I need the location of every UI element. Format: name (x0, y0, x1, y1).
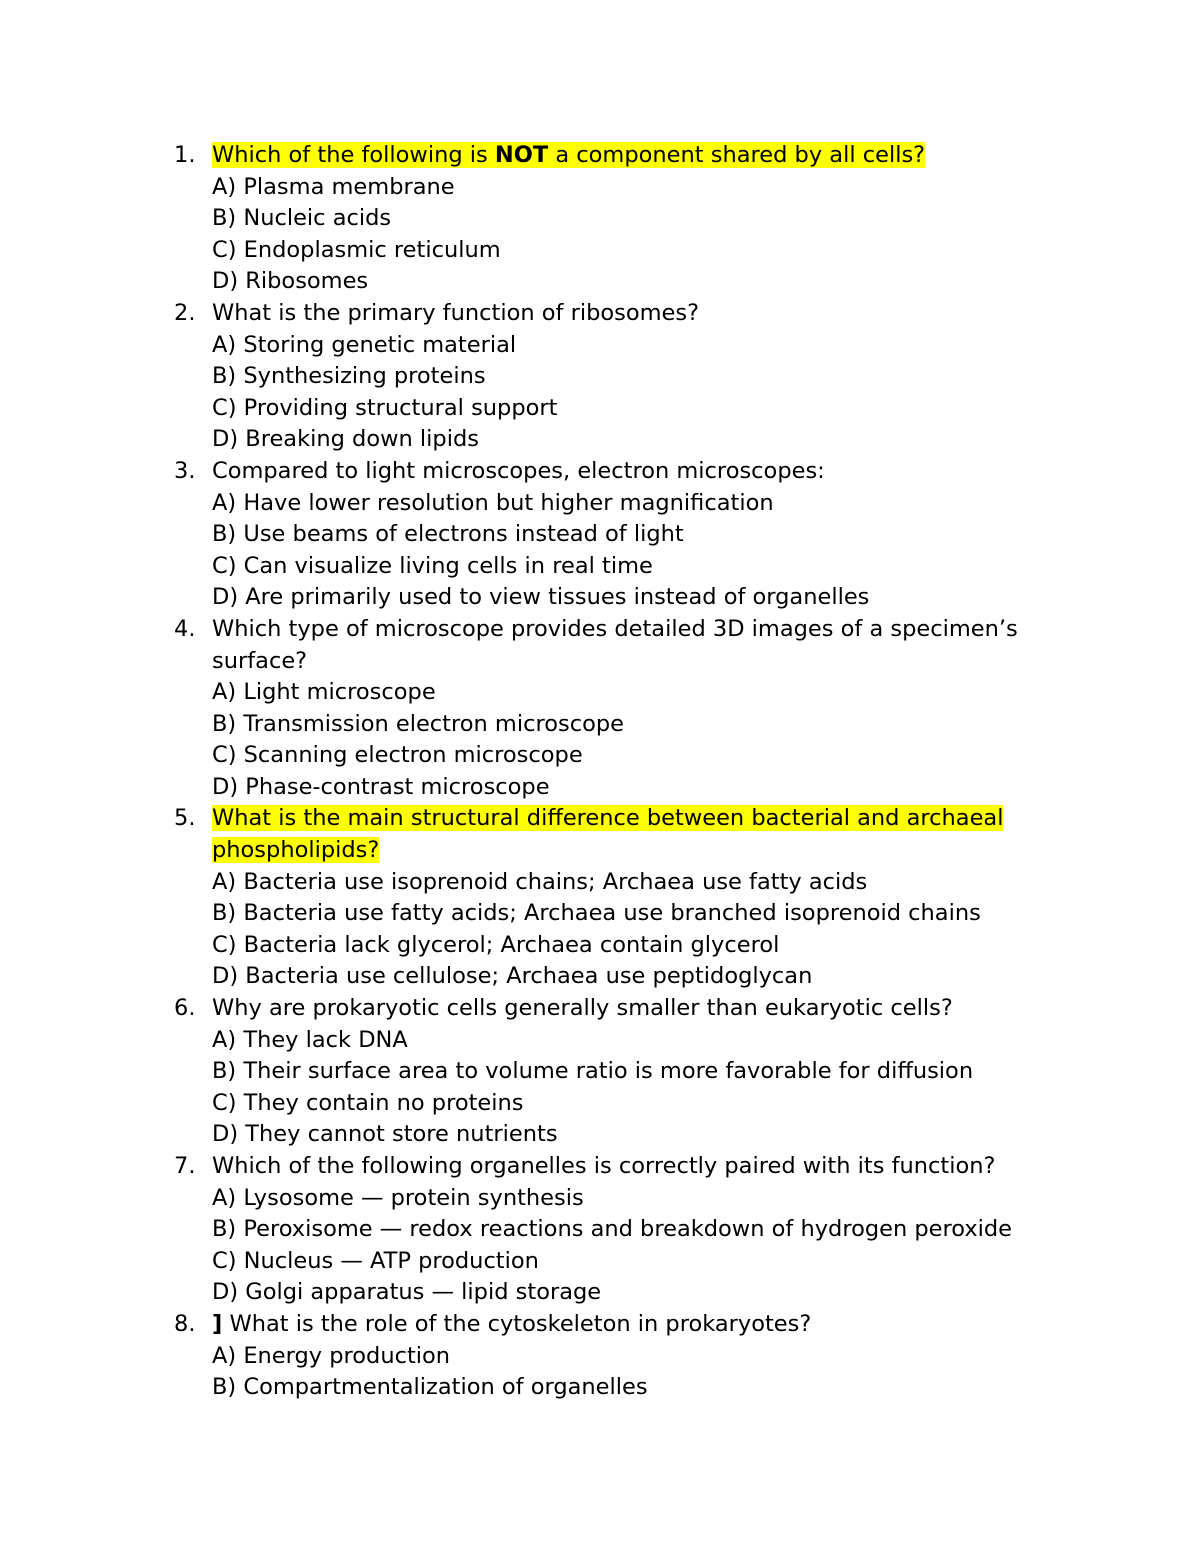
answer-option: C) Endoplasmic reticulum (212, 236, 501, 263)
answer-option: C) Bacteria lack glycerol; Archaea contain glycerol (212, 931, 780, 958)
question-number: 1. (174, 142, 196, 168)
question-text-part: Which of the following is (212, 142, 495, 168)
answer-option: B) Synthesizing proteins (212, 363, 486, 390)
question-4 (172, 614, 1072, 804)
answer-option: B) Use beams of electrons instead of light (212, 521, 684, 548)
question-text-highlighted: What is the main structural difference between bacterial and archaeal phospholipids? (212, 805, 1004, 864)
answer-option: B) Peroxisome — redox reactions and breakdown of hydrogen peroxide (212, 1216, 1013, 1243)
answer-option: D) Are primarily used to view tissues instead of organelles (212, 584, 870, 611)
answer-options (212, 677, 1072, 803)
question-text: Which type of microscope provides detailed 3D images of a specimen’s surface? (212, 615, 1018, 674)
answer-option: A) Storing genetic material (212, 331, 517, 358)
answer-option: D) Ribosomes (212, 268, 369, 295)
question-text-part: What is the role of the cytoskeleton in prokaryotes? (222, 1310, 812, 1337)
question-1 (172, 140, 1072, 298)
answer-option: A) Lysosome — protein synthesis (212, 1184, 584, 1211)
answer-options (212, 488, 1072, 614)
question-number: 2. (174, 299, 196, 326)
question-text-part: a component shared by all cells? (548, 142, 926, 168)
question-7 (172, 1151, 1072, 1309)
answer-option: A) Have lower resolution but higher magnification (212, 489, 774, 516)
answer-option: C) Can visualize living cells in real time (212, 552, 653, 579)
answer-option: D) Bacteria use cellulose; Archaea use peptidoglycan (212, 963, 813, 990)
answer-option: A) They lack DNA (212, 1026, 408, 1053)
answer-option: D) Phase-contrast microscope (212, 773, 550, 800)
bracket-mark: ] (212, 1310, 223, 1337)
answer-options (212, 867, 1072, 993)
question-text: What is the primary function of ribosomes? (212, 299, 700, 326)
answer-option: B) Bacteria use fatty acids; Archaea use branched isoprenoid chains (212, 900, 981, 927)
question-text: Compared to light microscopes, electron microscopes: (212, 457, 825, 484)
question-2 (172, 298, 1072, 456)
question-number: 7. (174, 1153, 196, 1179)
answer-option: C) Nucleus — ATP production (212, 1247, 539, 1274)
question-text-bold: NOT (494, 142, 549, 168)
answer-option: C) Scanning electron microscope (212, 742, 583, 769)
question-number: 3. (174, 457, 196, 484)
answer-option: B) Transmission electron microscope (212, 710, 624, 737)
question-number: 8. (174, 1310, 196, 1337)
question-number: 4. (174, 615, 196, 642)
question-text: Which of the following organelles is correctly paired with its function? (212, 1153, 996, 1179)
question-number: 5. (174, 805, 196, 832)
question-text-highlighted (212, 142, 925, 168)
answer-options (212, 1025, 1072, 1151)
answer-option: D) Breaking down lipids (212, 426, 479, 453)
answer-options (212, 330, 1072, 456)
question-6 (172, 993, 1072, 1151)
question-3 (172, 456, 1072, 614)
answer-option: B) Compartmentalization of organelles (212, 1374, 648, 1401)
answer-option: A) Plasma membrane (212, 173, 455, 200)
answer-option: D) Golgi apparatus — lipid storage (212, 1279, 602, 1306)
answer-option: C) Providing structural support (212, 394, 558, 421)
answer-options (212, 1183, 1072, 1309)
answer-option: A) Energy production (212, 1342, 451, 1369)
answer-options (212, 172, 1072, 298)
answer-option: B) Their surface area to volume ratio is more favorable for diffusion (212, 1058, 974, 1085)
question-list (172, 140, 1072, 1404)
question-text (212, 1311, 811, 1337)
question-8 (172, 1309, 1072, 1404)
answer-option: A) Bacteria use isoprenoid chains; Archaea use fatty acids (212, 868, 868, 895)
answer-option: C) They contain no proteins (212, 1089, 524, 1116)
answer-option: D) They cannot store nutrients (212, 1121, 558, 1148)
question-5 (172, 803, 1072, 993)
answer-option: A) Light microscope (212, 679, 436, 706)
answer-option: B) Nucleic acids (212, 205, 392, 232)
question-number: 6. (174, 995, 196, 1022)
question-text: Why are prokaryotic cells generally smaller than eukaryotic cells? (212, 995, 953, 1022)
answer-options (212, 1341, 1072, 1404)
